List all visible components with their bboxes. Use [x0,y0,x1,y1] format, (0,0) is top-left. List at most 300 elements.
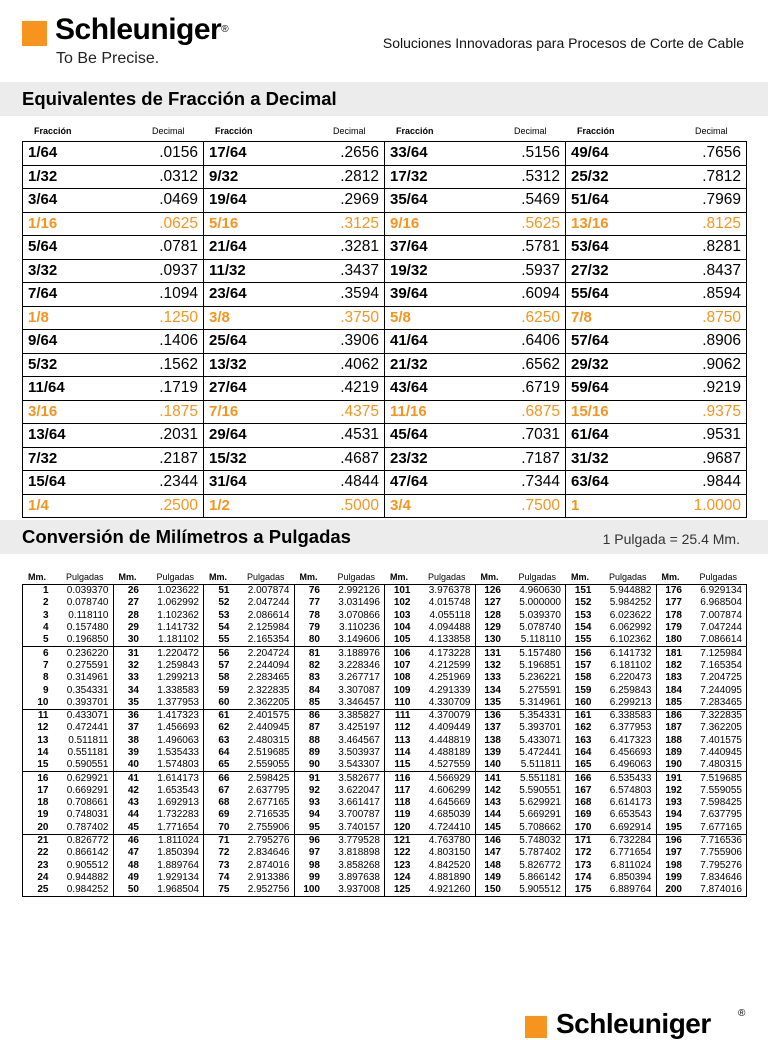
fraction-row [23,353,747,377]
inches-value-cell: 6.850394 [594,872,657,884]
mm-value-cell: 31 [127,647,139,659]
decimal-col-header: Decimal [695,126,728,136]
inches-value-cell: 1.417323 [141,709,204,722]
inches-value-cell: 7.283465 [684,697,747,710]
mm-value-cell: 172 [574,847,592,859]
mm-value-cell: 18 [37,797,49,809]
mm-value-cell: 153 [574,609,592,621]
mm-value-cell: 103 [393,609,411,621]
mm-value-cell: 13 [37,734,49,746]
decimal-cell: .3125 [272,212,385,236]
inches-col-header: Pulgadas [428,572,466,582]
page-header [0,0,768,78]
decimal-cell: .7500 [453,494,566,518]
mm-value-cell: 156 [574,647,592,659]
inches-value-cell: 7.637795 [684,809,747,821]
fraction-cell: 19/64 [204,189,272,213]
decimal-cell: .7187 [453,447,566,471]
inches-value-cell: 7.362205 [684,722,747,734]
mm-value-cell: 70 [204,822,232,835]
decimal-cell: .3750 [272,306,385,330]
footer-brand: Schleuniger [556,1008,711,1039]
mm-value-cell: 159 [574,684,592,696]
inches-value-cell: 5.314961 [503,697,566,710]
inches-value-cell: 7.519685 [684,772,747,785]
mm-col-header: Mm. [390,572,408,582]
inches-value-cell: 0.039370 [51,585,114,598]
inches-value-cell: 7.086614 [684,634,747,647]
inches-value-cell: 2.834646 [232,847,295,859]
inches-value-cell: 0.787402 [51,822,114,835]
inches-value-cell: 3.543307 [322,759,385,772]
mm-value-cell: 41 [127,772,139,784]
decimal-cell: .4531 [272,424,385,448]
fraction-cell: 11/64 [23,377,91,401]
mm-value-cell: 150 [475,884,503,897]
inches-value-cell: 2.874016 [232,860,295,872]
inches-value-cell: 2.401575 [232,709,295,722]
fraction-cell: 13/16 [566,212,634,236]
inches-col-header: Pulgadas [699,572,738,582]
mm-row [23,797,747,809]
inches-value-cell: 4.212599 [413,660,476,672]
fraction-cell: 61/64 [566,424,634,448]
mm-value-cell: 112 [394,722,411,734]
mm-value-cell: 137 [484,722,501,734]
logo-brand [55,13,228,47]
inches-value-cell: 0.866142 [51,847,114,859]
inches-value-cell: 6.574803 [594,785,657,797]
mm-value-cell: 10 [23,697,51,710]
inches-value-cell: 5.590551 [503,785,566,797]
mm-col-header: Mm. [571,572,589,582]
decimal-cell: .0781 [91,236,204,260]
inches-value-cell: 6.496063 [594,759,657,772]
decimal-cell: .4219 [272,377,385,401]
fraction-col-header: Fracción [396,126,434,136]
inches-value-cell: 7.874016 [684,884,747,897]
mm-value-cell: 104 [393,622,411,634]
mm-row [23,822,747,835]
inches-value-cell: 2.559055 [232,759,295,772]
mm-value-cell: 45 [113,822,141,835]
decimal-cell: .1562 [91,353,204,377]
fraction-cell: 27/64 [204,377,272,401]
mm-value-cell: 128 [484,609,501,621]
decimal-cell: .0937 [91,259,204,283]
mm-row [23,759,747,772]
inches-value-cell: 6.811024 [594,860,657,872]
inches-value-cell: 1.850394 [141,847,204,859]
decimal-cell: .6562 [453,353,566,377]
decimal-cell: .7812 [634,165,747,189]
fraction-cell: 1/16 [23,212,91,236]
mm-value-cell: 80 [294,634,322,647]
mm-value-cell: 92 [308,784,320,796]
decimal-cell: .6875 [453,400,566,424]
mm-value-cell: 47 [127,847,139,859]
inches-value-cell: 3.740157 [322,822,385,835]
mm-value-cell: 154 [574,622,592,634]
decimal-cell: .3437 [272,259,385,283]
mm-value-cell: 59 [218,684,230,696]
inches-value-cell: 4.094488 [413,622,476,634]
inches-value-cell: 2.283465 [232,672,295,684]
inches-value-cell: 0.472441 [51,722,114,734]
mm-value-cell: 177 [665,597,682,609]
mm-value-cell: 4 [42,622,49,634]
logo-tagline: To Be Precise. [56,50,160,67]
inches-value-cell: 0.118110 [51,610,114,622]
logo-registered-mark: ® [221,24,229,35]
mm-value-cell: 148 [484,859,501,871]
mm-value-cell: 125 [385,884,413,897]
mm-value-cell: 146 [484,835,501,847]
decimal-cell: .0469 [91,189,204,213]
mm-value-cell: 115 [385,759,413,772]
inches-value-cell: 6.417323 [594,735,657,747]
inches-value-cell: 7.007874 [684,610,747,622]
mm-value-cell: 187 [665,722,682,734]
inches-value-cell: 5.826772 [503,860,566,872]
mm-value-cell: 55 [204,634,232,647]
inches-value-cell: 7.755906 [684,847,747,859]
inches-value-cell: 2.677165 [232,797,295,809]
mm-row [23,610,747,622]
mm-table [22,584,747,897]
inches-col-header: Pulgadas [518,572,557,582]
mm-value-cell: 120 [385,822,413,835]
inches-value-cell: 1.377953 [141,697,204,710]
fraction-row [23,330,747,354]
mm-value-cell: 34 [127,684,139,696]
mm-value-cell: 66 [218,772,230,784]
inches-value-cell: 0.629921 [51,772,114,785]
mm-value-cell: 67 [218,784,230,796]
fraction-cell: 9/64 [23,330,91,354]
fraction-cell: 45/64 [385,424,453,448]
mm-row [23,697,747,710]
header-slogan: Soluciones Innovadoras para Procesos de Corte de Cable [382,35,744,51]
mm-value-cell: 62 [218,722,230,734]
fraction-cell: 1/8 [23,306,91,330]
inches-value-cell: 2.480315 [232,735,295,747]
mm-value-cell: 29 [127,622,139,634]
decimal-cell: .5000 [272,494,385,518]
mm-section-title: Conversión de Milímetros a Pulgadas [22,526,351,547]
mm-value-cell: 198 [665,859,682,871]
inches-value-cell: 3.267717 [322,672,385,684]
mm-value-cell: 11 [37,710,49,722]
mm-value-cell: 14 [37,747,49,758]
mm-value-cell: 23 [37,859,49,871]
inches-value-cell: 5.708662 [503,822,566,835]
fraction-cell: 63/64 [566,471,634,495]
mm-value-cell: 86 [308,710,320,722]
fraction-cell: 21/64 [204,236,272,260]
fraction-cell: 13/32 [204,353,272,377]
inches-value-cell: 3.228346 [322,660,385,672]
mm-value-cell: 131 [484,647,501,659]
inches-value-cell: 3.818898 [322,847,385,859]
inches-value-cell: 4.055118 [413,610,476,622]
inches-value-cell: 7.401575 [684,735,747,747]
inches-value-cell: 1.496063 [141,735,204,747]
decimal-cell: .8906 [634,330,747,354]
inches-value-cell: 1.732283 [141,809,204,821]
inches-value-cell: 2.165354 [232,634,295,647]
fraction-cell: 15/16 [566,400,634,424]
inches-value-cell: 2.992126 [322,585,385,598]
mm-row [23,647,747,660]
fraction-col-header: Fracción [577,126,615,136]
inches-value-cell: 3.937008 [322,884,385,897]
inches-value-cell: 4.527559 [413,759,476,772]
inches-value-cell: 2.795276 [232,834,295,847]
fraction-cell: 7/32 [23,447,91,471]
inches-value-cell: 0.708661 [51,797,114,809]
fraction-row [23,142,747,166]
mm-value-cell: 61 [218,710,230,722]
inches-value-cell: 6.299213 [594,697,657,710]
decimal-cell: .5937 [453,259,566,283]
mm-value-cell: 79 [308,622,320,634]
fraction-col-header: Fracción [215,126,253,136]
inches-value-cell: 6.023622 [594,610,657,622]
inches-value-cell: 1.929134 [141,872,204,884]
inches-value-cell: 0.590551 [51,759,114,772]
mm-value-cell: 167 [574,784,592,796]
mm-value-cell: 95 [294,822,322,835]
inches-value-cell: 5.118110 [503,634,566,647]
decimal-cell: .8437 [634,259,747,283]
inches-value-cell: 7.598425 [684,797,747,809]
fraction-row [23,447,747,471]
inches-value-cell: 2.952756 [232,884,295,897]
mm-value-cell: 118 [394,797,411,809]
inches-value-cell: 6.181102 [594,660,657,672]
mm-value-cell: 117 [394,784,411,796]
fraction-cell: 25/32 [566,165,634,189]
inches-value-cell: 6.062992 [594,622,657,634]
mm-value-cell: 163 [574,734,592,746]
mm-value-cell: 72 [218,847,230,859]
inches-value-cell: 1.614173 [141,772,204,785]
decimal-col-header: Decimal [514,126,547,136]
mm-value-cell: 184 [665,684,682,696]
inches-value-cell: 1.181102 [141,634,204,647]
inches-value-cell: 1.141732 [141,622,204,634]
mm-value-cell: 39 [127,747,139,758]
inches-value-cell: 4.330709 [413,697,476,710]
mm-value-cell: 197 [665,847,682,859]
inches-value-cell: 1.574803 [141,759,204,772]
inches-value-cell: 1.535433 [141,747,204,759]
mm-value-cell: 136 [484,710,501,722]
mm-row [23,809,747,821]
mm-row [23,597,747,609]
inches-value-cell: 7.795276 [684,860,747,872]
inches-value-cell: 3.425197 [322,722,385,734]
mm-value-cell: 169 [574,809,592,821]
fraction-cell: 55/64 [566,283,634,307]
fraction-row [23,212,747,236]
fraction-row [23,306,747,330]
decimal-cell: .7969 [634,189,747,213]
mm-value-cell: 24 [37,871,49,883]
mm-col-header: Mm. [480,572,499,582]
inches-value-cell: 1.259843 [141,660,204,672]
inches-value-cell: 5.433071 [503,735,566,747]
fraction-cell: 3/16 [23,400,91,424]
mm-value-cell: 63 [218,734,230,746]
inches-value-cell: 7.440945 [684,747,747,759]
mm-value-cell: 194 [665,809,682,821]
mm-col-header: Mm. [299,572,318,582]
mm-row [23,735,747,747]
mm-value-cell: 182 [665,659,682,671]
mm-value-cell: 178 [665,609,682,621]
mm-value-cell: 126 [484,585,501,597]
inches-value-cell: 2.716535 [232,809,295,821]
decimal-cell: .7656 [634,142,747,166]
mm-value-cell: 168 [574,797,592,809]
mm-value-cell: 15 [23,759,51,772]
mm-value-cell: 180 [656,634,684,647]
mm-value-cell: 3 [42,609,49,621]
mm-value-cell: 196 [665,835,682,847]
decimal-cell: .0625 [91,212,204,236]
mm-row [23,672,747,684]
decimal-cell: .9062 [634,353,747,377]
inches-value-cell: 7.125984 [684,647,747,660]
inches-value-cell: 1.653543 [141,785,204,797]
mm-value-cell: 69 [218,809,230,821]
mm-value-cell: 174 [574,871,592,883]
mm-value-cell: 99 [308,871,320,883]
mm-value-cell: 171 [574,835,592,847]
decimal-cell: .2969 [272,189,385,213]
inches-value-cell: 0.669291 [51,785,114,797]
mm-value-cell: 38 [127,734,139,746]
inches-value-cell: 3.110236 [322,622,385,634]
decimal-cell: .0312 [91,165,204,189]
decimal-cell: .3594 [272,283,385,307]
inches-value-cell: 1.889764 [141,860,204,872]
mm-value-cell: 122 [393,847,411,859]
mm-value-cell: 192 [665,784,682,796]
inches-value-cell: 3.503937 [322,747,385,759]
fraction-cell: 35/64 [385,189,453,213]
inches-value-cell: 0.826772 [51,834,114,847]
mm-value-cell: 111 [394,710,411,722]
mm-value-cell: 142 [484,784,501,796]
fraction-row [23,165,747,189]
fraction-cell: 21/32 [385,353,453,377]
inches-value-cell: 6.614173 [594,797,657,809]
mm-value-cell: 37 [127,722,139,734]
inches-value-cell: 2.637795 [232,785,295,797]
inches-value-cell: 0.354331 [51,684,114,696]
decimal-cell: .3906 [272,330,385,354]
decimal-cell: .8750 [634,306,747,330]
fraction-cell: 3/8 [204,306,272,330]
fraction-cell: 3/32 [23,259,91,283]
inches-value-cell: 6.141732 [594,647,657,660]
decimal-cell: .7031 [453,424,566,448]
mm-value-cell: 81 [308,647,320,659]
mm-value-cell: 83 [308,672,320,684]
mm-value-cell: 54 [218,622,230,634]
fraction-cell: 49/64 [566,142,634,166]
fraction-cell: 3/4 [385,494,453,518]
inches-value-cell: 4.251969 [413,672,476,684]
inches-value-cell: 3.622047 [322,785,385,797]
inches-value-cell: 2.322835 [232,684,295,696]
decimal-cell: .4844 [272,471,385,495]
fraction-cell: 5/64 [23,236,91,260]
inches-value-cell: 2.125984 [232,622,295,634]
inches-value-cell: 3.700787 [322,809,385,821]
mm-value-cell: 114 [394,747,411,758]
decimal-cell: .2031 [91,424,204,448]
inches-value-cell: 7.480315 [684,759,747,772]
mm-value-cell: 16 [37,772,49,784]
mm-value-cell: 149 [484,871,501,883]
fraction-cell: 27/32 [566,259,634,283]
inches-value-cell: 1.692913 [141,797,204,809]
decimal-cell: .2812 [272,165,385,189]
fraction-cell: 39/64 [385,283,453,307]
mm-col-header: Mm. [661,572,680,582]
mm-value-cell: 85 [294,697,322,710]
inches-value-cell: 1.062992 [141,597,204,609]
mm-value-cell: 175 [566,884,594,897]
mm-row [23,872,747,884]
mm-value-cell: 107 [393,659,411,671]
mm-value-cell: 139 [484,747,501,758]
decimal-cell: .5156 [453,142,566,166]
inches-value-cell: 3.307087 [322,684,385,696]
decimal-cell: .7344 [453,471,566,495]
inches-value-cell: 0.393701 [51,697,114,710]
decimal-cell: .5781 [453,236,566,260]
fraction-cell: 7/64 [23,283,91,307]
mm-value-cell: 101 [393,585,411,597]
inches-value-cell: 6.929134 [684,585,747,598]
fraction-cell: 5/32 [23,353,91,377]
fraction-cell: 7/16 [204,400,272,424]
inches-value-cell: 4.133858 [413,634,476,647]
mm-section-header [0,520,768,554]
decimal-cell: .5469 [453,189,566,213]
inches-value-cell: 0.078740 [51,597,114,609]
inches-value-cell: 6.102362 [594,634,657,647]
inches-value-cell: 5.984252 [594,597,657,609]
fraction-cell: 31/64 [204,471,272,495]
mm-value-cell: 21 [37,835,49,847]
inches-value-cell: 2.519685 [232,747,295,759]
inches-value-cell: 5.905512 [503,884,566,897]
decimal-cell: .6406 [453,330,566,354]
mm-row [23,684,747,696]
mm-value-cell: 189 [665,747,682,758]
inches-value-cell: 3.661417 [322,797,385,809]
inches-value-cell: 0.944882 [51,872,114,884]
mm-value-cell: 200 [656,884,684,897]
inches-value-cell: 0.196850 [51,634,114,647]
mm-value-cell: 130 [475,634,503,647]
